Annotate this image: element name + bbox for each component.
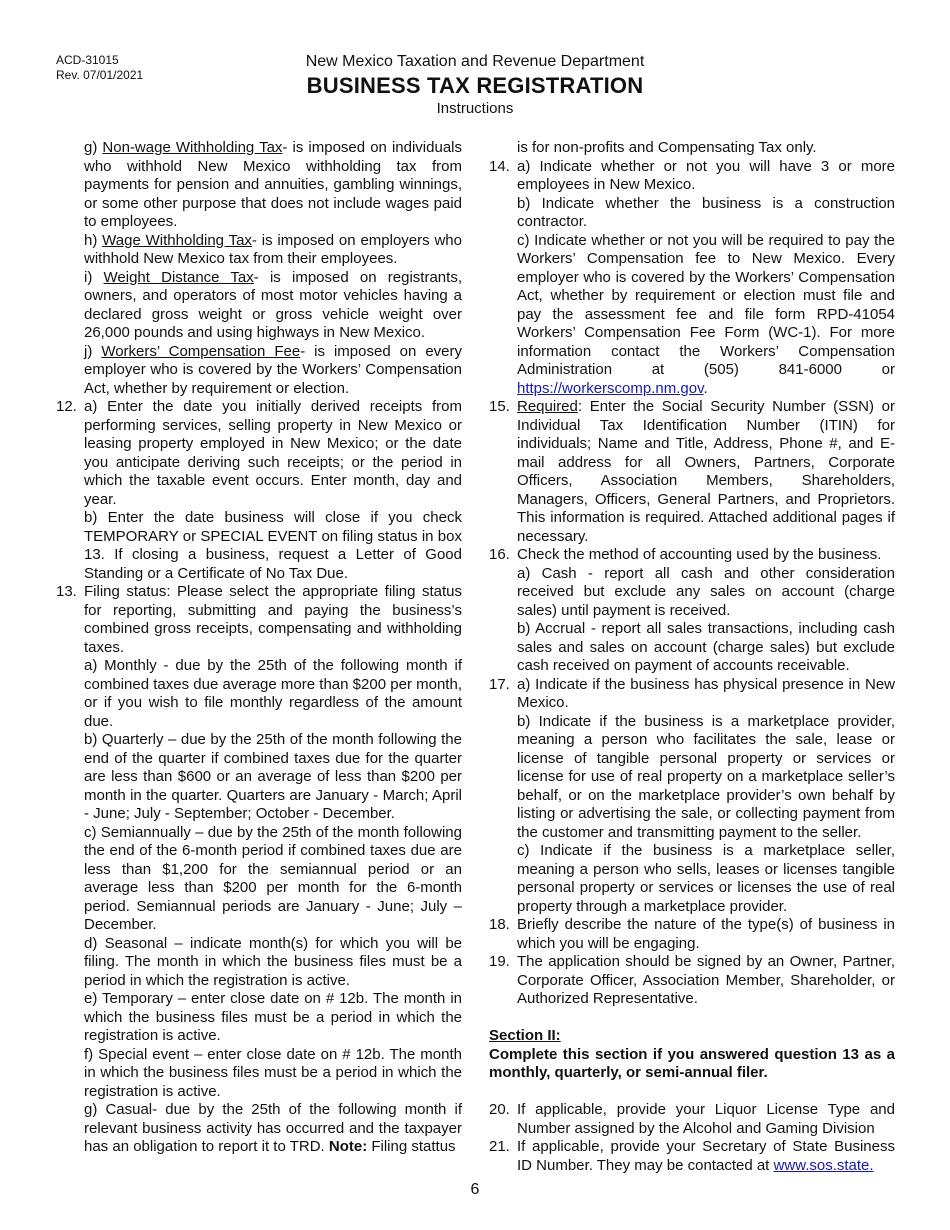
item-18-text: Briefly describe the nature of the type(s) of business in which you will be engaging. bbox=[517, 916, 895, 952]
item-13-intro: Filing status: Please select the appropriate filing status for reporting, submitting and paying the business’s combined gross receipts, compensating and withholding taxes. bbox=[84, 583, 462, 656]
section-description: Complete this section if you answered question 13 as a monthly, quarterly, or semi-annual filer. bbox=[489, 1045, 895, 1081]
item-number: 13. bbox=[56, 583, 77, 600]
item-13a: a) Monthly - due by the 25th of the following month if combined taxes due average more than $200 per month, or if you wish to file monthly regardless of the amount due. bbox=[84, 657, 462, 730]
item-14b: b) Indicate whether the business is a construction contractor. bbox=[517, 194, 895, 230]
item-12a: a) Enter the date you initially derived receipts from performing services, selling property in New Mexico or leasing property employed in New Mexico; or the date you anticipate deriving such receipts; or the period in which the taxable event occurs. Enter month, day and year. bbox=[84, 398, 462, 508]
item-number: 17. bbox=[489, 675, 510, 693]
item-15 bbox=[489, 398, 895, 546]
item-16a: a) Cash - report all cash and other consideration received but exclude any sales on account (charge sales) until payment is received. bbox=[517, 564, 895, 619]
page-number: 6 bbox=[470, 1181, 480, 1198]
item-13f: f) Special event – enter close date on # 12b. The month in which the business files must be a period in which the registration is active. bbox=[84, 1045, 462, 1100]
item-17c: c) Indicate if the business is a marketplace seller, meaning a person who sells, leases or licenses tangible personal property or services or licenses the use of real property through a marketplace provider. bbox=[517, 842, 895, 915]
right-column bbox=[489, 139, 895, 1175]
item-13g bbox=[84, 1101, 462, 1157]
item-14c-end: . bbox=[703, 379, 708, 397]
item-20 bbox=[489, 1101, 895, 1138]
item-13e: e) Temporary – enter close date on # 12b. The month in which the business files must be a period in which the registration is active. bbox=[84, 990, 462, 1044]
item-11i: i) Weight Distance Tax- is imposed on registrants, owners, and operators of most motor vehicles having a declared gross weight or gross vehicle weight over 26,000 pounds and using highways in New Mexico. bbox=[84, 268, 462, 341]
item-16 bbox=[489, 546, 895, 676]
item-18 bbox=[489, 916, 895, 953]
item-13g-text: g) Casual- due by the 25th of the following month if relevant business activity has occurred and the taxpayer has an obligation to report it to TRD. bbox=[84, 1101, 462, 1155]
item-17a: a) Indicate if the business has physical presence in New Mexico. bbox=[517, 675, 895, 711]
item-number: 16. bbox=[489, 546, 510, 563]
term-workers-comp-fee: Workers’ Compensation Fee bbox=[101, 342, 301, 360]
item-20-text: If applicable, provide your Liquor License Type and Number assigned by the Alcohol and Gaming Division bbox=[517, 1101, 895, 1137]
item-number: 20. bbox=[489, 1101, 510, 1118]
item-number: 12. bbox=[56, 398, 77, 415]
item-13c: c) Semiannually – due by the 25th of the month following the end of the 6-month period if combined taxes due are less than $1,200 for the semiannual period or an average less than $200 per month for the 6-month period. Semiannual periods are January - June; July – December. bbox=[84, 823, 462, 933]
workers-comp-link[interactable]: https://workerscomp.nm.gov bbox=[517, 379, 704, 397]
item-12 bbox=[56, 398, 462, 583]
item-13b: b) Quarterly – due by the 25th of the month following the end of the quarter if combined taxes due for the quarter are less than $600 or an average of less than $200 per month in the quarter. Quarters are January - March; April - June; July - September; October - December. bbox=[84, 731, 462, 822]
item-21-text: If applicable, provide your Secretary of State Business ID Number. They may be contacted at bbox=[517, 1138, 895, 1174]
item-11g-text: - is imposed on individuals who withhold New Mexico withholding tax from payments for pension and annuities, gambling winnings, or some other purpose that does not include wages paid to employees. bbox=[84, 139, 463, 230]
page-header bbox=[0, 52, 950, 118]
term-weight-distance: Weight Distance Tax bbox=[103, 268, 254, 286]
item-15-text: : Enter the Social Security Number (SSN) or Individual Tax Identification Number (ITIN) for individuals; Name and Title, Address, Phone #, and E-mail address for all Owners, Partners, Corporate Officers, Association Members, Shareholders, Managers, Officers, General Partners, and Proprietors. This information is required. Attached additional pages if necessary. bbox=[517, 398, 895, 545]
item-13g-tail: Filing stattus bbox=[367, 1138, 456, 1155]
item-19 bbox=[489, 953, 895, 1009]
item-number: 19. bbox=[489, 953, 510, 970]
form-code: ACD-31015 bbox=[56, 53, 119, 67]
item-14c bbox=[517, 232, 895, 399]
page-subtitle: Instructions bbox=[436, 100, 514, 117]
term-nonwage-withholding: Non-wage Withholding Tax bbox=[102, 139, 283, 156]
sos-link[interactable]: www.sos.state. bbox=[773, 1156, 874, 1174]
left-column bbox=[56, 139, 462, 1157]
item-13 bbox=[56, 583, 462, 1157]
item-14c-text: c) Indicate whether or not you will be required to pay the Workers’ Compensation fee to New Mexico. Every employer who is covered by the Workers’ Compensation Act, whether by requirement or election must file and pay the assessment fee and file form RPD-41054 Workers’ Compensation Fee Form (WC-1). For more information contact the Workers’ Compensation Administration at (505) 841-6000 or bbox=[517, 231, 895, 378]
item-17 bbox=[489, 676, 895, 917]
section-title: Section II: bbox=[489, 1027, 561, 1044]
form-revision: Rev. 07/01/2021 bbox=[56, 68, 144, 82]
item-11j: j) Workers’ Compensation Fee- is imposed on every employer who is covered by the Workers’ Compensation Act, whether by requirement or election. bbox=[84, 342, 462, 397]
item-11g: g) Non-wage Withholding Tax- is imposed on individuals who withhold New Mexico withholding tax from payments for pension and annuities, gambling winnings, or some other purpose that does not include wages paid to employees. bbox=[84, 139, 463, 230]
item-number: 15. bbox=[489, 398, 510, 415]
page-title: BUSINESS TAX REGISTRATION bbox=[306, 73, 644, 98]
item-16b: b) Accrual - report all sales transactions, including cash sales and sales on account (charge sales) but exclude cash received on payment of accounts receivable. bbox=[517, 620, 895, 674]
department-name: New Mexico Taxation and Revenue Department bbox=[305, 53, 645, 70]
item-11h: h) Wage Withholding Tax- is imposed on employers who withhold New Mexico tax from their employees. bbox=[84, 231, 462, 267]
item-21 bbox=[489, 1138, 895, 1175]
note-label: Note: bbox=[328, 1138, 368, 1155]
item-number: 21. bbox=[489, 1138, 510, 1155]
item-14a: a) Indicate whether or not you will have 3 or more employees in New Mexico. bbox=[517, 157, 895, 193]
item-17b: b) Indicate if the business is a marketplace provider, meaning a person who facilitates the sale, lease or license of tangible personal property or services or license for use of real property on a marketplace seller’s behalf, or on the marketplace provider’s own behalf by listing or advertising the sale, or collecting payment from the customer and transmitting payment to the seller. bbox=[517, 712, 895, 841]
item-11i-text: - is imposed on registrants, owners, and operators of most motor vehicles having a declared gross weight or gross vehicle weight over 26,000 pounds and using highways in New Mexico. bbox=[84, 268, 462, 341]
item-number: 18. bbox=[489, 916, 510, 933]
item-14 bbox=[489, 158, 895, 399]
term-wage-withholding: Wage Withholding Tax bbox=[102, 231, 252, 249]
item-12b: b) Enter the date business will close if you check TEMPORARY or SPECIAL EVENT on filing status in box 13. If closing a business, request a Letter of Good Standing or a Certificate of No Tax Due. bbox=[84, 509, 462, 582]
term-required: Required bbox=[517, 398, 578, 415]
item-19-text: The application should be signed by an Owner, Partner, Corporate Officer, Association Member, Shareholder, or Authorized Representative. bbox=[517, 953, 895, 1007]
item-11j-text: - is imposed on every employer who is covered by the Workers’ Compensation Act, whether by requirement or election. bbox=[84, 342, 462, 397]
item-13g-continued: is for non-profits and Compensating Tax only. bbox=[517, 139, 817, 156]
item-11h-text: - is imposed on employers who withhold New Mexico tax from their employees. bbox=[84, 231, 462, 267]
item-16-intro: Check the method of accounting used by the business. bbox=[517, 546, 882, 563]
item-13d: d) Seasonal – indicate month(s) for which you will be filing. The month in which the business files must be a period in which the registration is active. bbox=[84, 934, 462, 989]
item-number: 14. bbox=[489, 157, 510, 175]
